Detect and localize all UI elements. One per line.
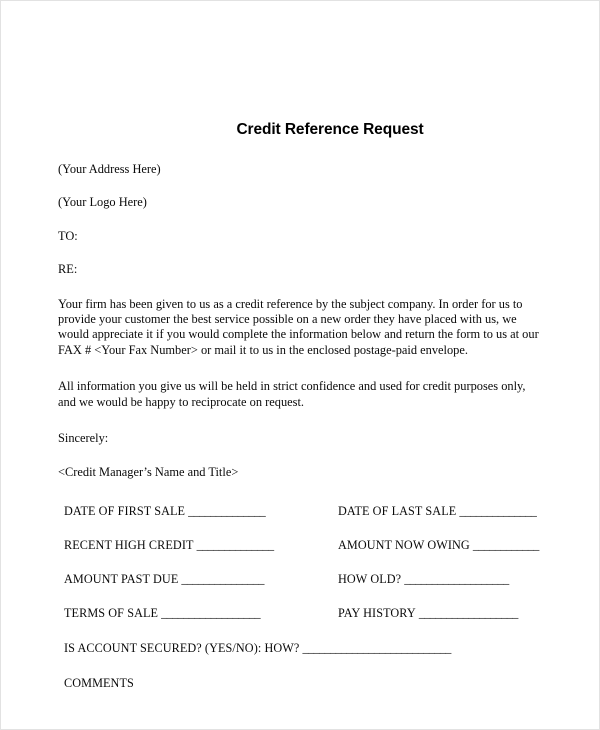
field-recent-high-credit[interactable] <box>64 539 338 551</box>
field-label: COMMENTS <box>64 675 134 690</box>
field-label: AMOUNT NOW OWING <box>338 538 470 553</box>
form-row <box>64 539 544 551</box>
credit-information-form <box>64 505 544 689</box>
body-paragraph-1: Your firm has been given to us as a credit reference by the subject company. In order for us to provide your customer the best service possible on a new order they have placed with us, we would appreciate it if you would complete the information below and return the form to us at our FAX # <Your Fax Number> or mail it to us in the enclosed postage-paid envelope. <box>58 296 539 357</box>
field-label: PAY HISTORY <box>338 606 416 621</box>
field-date-of-last-sale[interactable] <box>338 505 544 517</box>
field-is-account-secured[interactable] <box>64 642 544 654</box>
fill-in-rule: __________________ <box>161 606 261 621</box>
fill-in-rule: _______________ <box>181 572 264 587</box>
field-comments[interactable] <box>64 677 544 689</box>
fill-in-rule: ___________________ <box>404 572 509 587</box>
fill-in-rule: ____________ <box>472 538 539 553</box>
fill-in-rule: ______________ <box>196 538 274 553</box>
page-title: Credit Reference Request <box>236 121 424 138</box>
form-row <box>64 573 544 585</box>
body-paragraph-2: All information you give us will be held in strict confidence and used for credit purposes only, and we would be happy to reciprocate on request. <box>58 379 526 409</box>
field-label: HOW OLD? <box>338 572 402 587</box>
fill-in-rule: ___________________________ <box>302 640 451 655</box>
field-label: AMOUNT PAST DUE <box>64 572 179 587</box>
to-label: TO: <box>58 228 78 243</box>
re-label: RE: <box>58 262 78 277</box>
field-label: DATE OF FIRST SALE <box>64 503 186 518</box>
field-how-old[interactable] <box>338 573 544 585</box>
logo-placeholder: (Your Logo Here) <box>58 195 147 210</box>
fill-in-rule: __________________ <box>418 606 518 621</box>
field-amount-now-owing[interactable] <box>338 539 544 551</box>
form-row <box>64 607 544 619</box>
field-pay-history[interactable] <box>338 607 544 619</box>
field-label: TERMS OF SALE <box>64 606 159 621</box>
field-label: RECENT HIGH CREDIT <box>64 538 194 553</box>
signature-block: <Credit Manager’s Name and Title> <box>58 465 239 480</box>
field-label: DATE OF LAST SALE <box>338 503 457 518</box>
address-placeholder: (Your Address Here) <box>58 162 161 176</box>
field-date-of-first-sale[interactable] <box>64 505 338 517</box>
fill-in-rule: ______________ <box>188 503 266 518</box>
form-row <box>64 505 544 517</box>
field-label: IS ACCOUNT SECURED? (YES/NO): HOW? <box>64 640 300 655</box>
fill-in-rule: ______________ <box>459 503 537 518</box>
field-terms-of-sale[interactable] <box>64 607 338 619</box>
closing-salutation: Sincerely: <box>58 431 109 446</box>
field-amount-past-due[interactable] <box>64 573 338 585</box>
document-body <box>58 121 544 689</box>
